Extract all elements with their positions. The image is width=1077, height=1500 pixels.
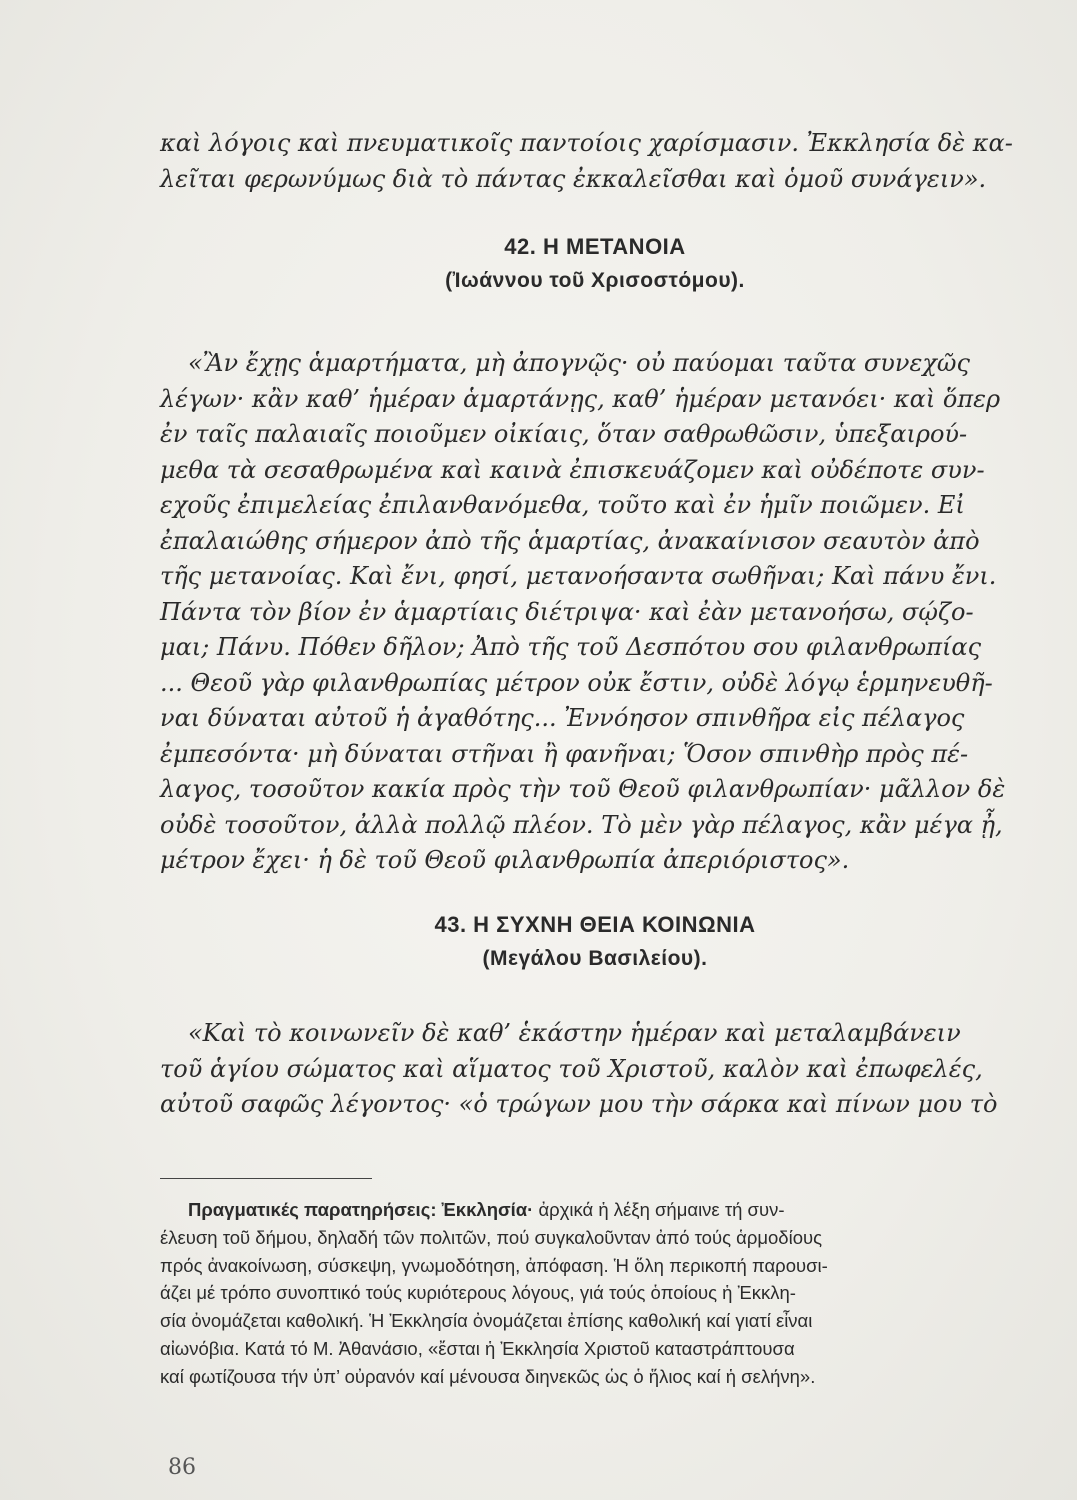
text-line: τῆς μετανοίας. Καὶ ἔνι, φησί, μετανοήσαντα σωθῆναι; Καὶ πάνυ ἔνι. [160,562,997,590]
text-line: «Ἂν ἔχῃς ἁμαρτήματα, μὴ ἀπογνῷς· οὐ παύομαι ταῦτα συνεχῶς [188,349,970,377]
text-line: ἐπαλαιώθης σήμερον ἀπὸ τῆς ἁμαρτίας, ἀνακαίνισον σεαυτὸν ἀπὸ [160,526,980,555]
footnote-first-line [160,1196,1022,1224]
text-line: οὐδὲ τοσοῦτον, ἀλλὰ πολλῷ πλέον. Τὸ μὲν γὰρ πέλαγος, κἂν μέγα ᾖ, [160,810,1003,839]
text-line: μεθα τὰ σεσαθρωμένα καὶ καινὰ ἐπισκευάζομεν καὶ οὐδέποτε συν- [160,455,985,484]
text-line: «Καὶ τὸ κοινωνεῖν δὲ καθ’ ἑκάστην ἡμέραν καὶ μεταλαμβάνειν [188,1019,961,1047]
text-line: ἐν ταῖς παλαιαῖς ποιοῦμεν οἰκίαις, ὅταν σαθρωθῶσιν, ὑπεξαιρού- [160,420,968,448]
text-line: ἐμπεσόντα· μὴ δύναται στῆναι ἢ φανῆναι; Ὅσον σπινθὴρ πρὸς πέ- [160,739,969,768]
text-line: μέτρον ἔχει· ἡ δὲ τοῦ Θεοῦ φιλανθρωπία ἀπεριόριστος». [160,846,850,874]
text-line: λεῖται φερωνύμως διὰ τὸ πάντας ἐκκαλεῖσθαι καὶ ὁμοῦ συνάγειν». [160,164,987,193]
intro-paragraph [160,126,1030,197]
footnote-text: ἀρχικά ἡ λέξη σήμαινε τή συν- [538,1199,785,1220]
text-line: εχοῦς ἐπιμελείας ἐπιλανθανόμεθα, τοῦτο καὶ ἐν ἡμῖν ποιῶμεν. Εἰ [160,491,965,519]
page-number: 86 [168,1455,196,1480]
section-43-subtitle: (Μεγάλου Βασιλείου). [482,947,708,970]
text-line: ναι δύναται αὐτοῦ ἡ ἀγαθότης... Ἐννόησον σπινθῆρα εἰς πέλαγος [160,704,965,732]
section-43-title: 43. Η ΣΥΧΝΗ ΘΕΙΑ ΚΟΙΝΩΝΙΑ [434,912,756,937]
footnote-line: καί φωτίζουσα τήν ὑπ’ οὐρανόν καί μένουσα διηνεκῶς ὡς ὁ ἥλιος καί ἡ σελήνη». [160,1365,816,1387]
text-line: καὶ λόγοις καὶ πνευματικοῖς παντοίοις χαρίσμασιν. Ἐκκλησία δὲ κα- [160,129,1013,157]
footnote-line: αἰωνόβια. Κατά τό Μ. Ἀθανάσιο, «ἔσται ἡ Ἐκκλησία Χριστοῦ καταστράπτουσα [160,1337,795,1359]
text-line: τοῦ ἁγίου σώματος καὶ αἵματος τοῦ Χριστοῦ, καλὸν καὶ ἐπωφελές, [160,1054,983,1083]
section-42-title: 42. Η ΜΕΤΑΝΟΙΑ [504,234,686,259]
footnote-separator [160,1178,372,1179]
section-43-paragraph [160,1016,1030,1123]
section-42-subtitle: (Ἰωάννου τοῦ Χρισοστόμου). [445,269,745,292]
footnote-line: σία ὀνομάζεται καθολική. Ἡ Ἐκκλησία ὀνομάζεται ἐπίσης καθολική καί γιατί εἶναι [160,1310,813,1332]
section-42-paragraph [160,346,1030,879]
footnote [160,1196,1022,1391]
text-line: ... Θεοῦ γὰρ φιλανθρωπίας μέτρον οὐκ ἔστιν, οὐδὲ λόγῳ ἑρμηνευθῆ- [160,668,993,697]
footnote-lead: Πραγματικές παρατηρήσεις: [188,1199,437,1220]
footnote-line: πρός ἀνακοίνωση, σύσκεψη, γνωμοδότηση, ἀπόφαση. Ἡ ὅλη περικοπή παρουσι- [160,1254,828,1276]
text-line: λαγος, τοσοῦτον κακία πρὸς τὴν τοῦ Θεοῦ φιλανθρωπίαν· μᾶλλον δὲ [160,775,1006,803]
text-line: Πάντα τὸν βίον ἐν ἁμαρτίαις διέτριψα· καὶ ἐὰν μετανοήσω, σῴζο- [160,597,974,626]
text-line: μαι; Πάνυ. Πόθεν δῆλον; Ἀπὸ τῆς τοῦ Δεσπότου σου φιλανθρωπίας [160,633,982,661]
footnote-term: Ἐκκλησία· [441,1199,534,1220]
footnote-line: άζει μέ τρόπο συνοπτικό τούς κυριότερους λόγους, γιά τούς ὁποίους ἡ Ἐκκλη- [160,1282,796,1304]
footnote-line: έλευση τοῦ δήμου, δηλαδή τῶν πολιτῶν, πού συγκαλοῦνταν ἀπό τούς ἁρμοδίους [160,1226,823,1248]
text-line: λέγων· κἂν καθ’ ἡμέραν ἁμαρτάνῃς, καθ’ ἡμέραν μετανόει· καὶ ὅπερ [160,384,1001,413]
text-line: αὐτοῦ σαφῶς λέγοντος· «ὁ τρώγων μου τὴν σάρκα καὶ πίνων μου τὸ [160,1090,998,1118]
